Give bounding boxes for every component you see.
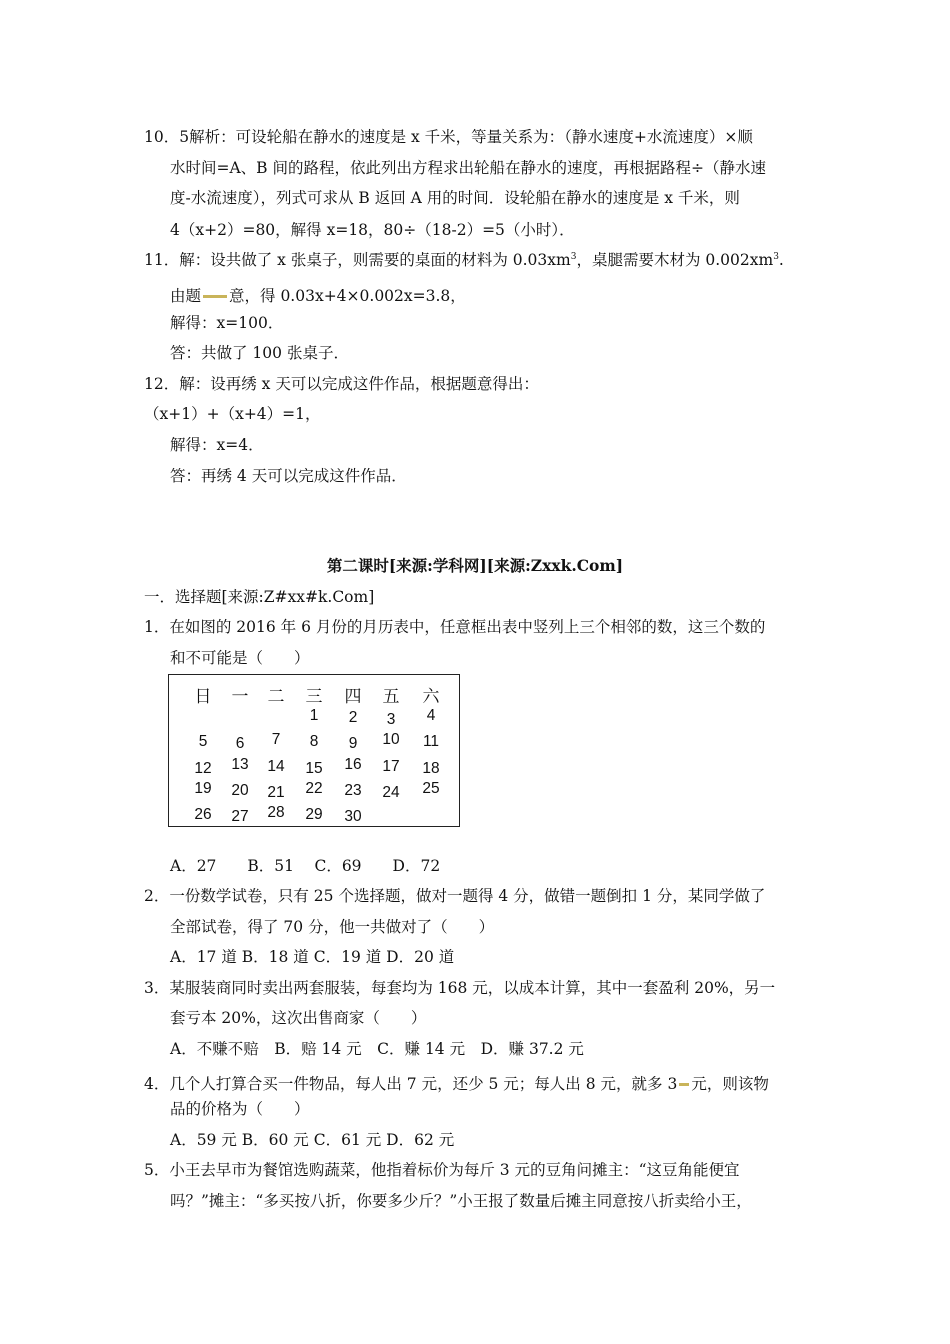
q12-line-3: 解得：x=4． [170, 436, 264, 454]
superscript-3: 3 [570, 251, 577, 262]
q11-text-a: 11．解：设共做了 x 张桌子，则需要的桌面的材料为 0.03xm [144, 251, 571, 269]
calendar-day: 26 [194, 806, 212, 823]
p4-a-post: 元，则该物 [691, 1075, 769, 1093]
calendar-day: 22 [305, 780, 323, 797]
q11-line-4: 答：共做了 100 张桌子． [170, 344, 349, 362]
q12-line-1: 12．解：设再绣 x 天可以完成这件作品，根据题意得出： [144, 375, 539, 393]
q10-line-4: 4（x+2）=80，解得 x=18，80÷（18-2）=5（小时）． [170, 221, 575, 239]
calendar-day: 18 [422, 760, 440, 777]
calendar-day: 23 [344, 782, 362, 799]
q10-line-1: 10．5解析：可设轮船在静水的速度是 x 千米，等量关系为：（静水速度+水流速度）×顺 [144, 128, 753, 146]
calendar-day: 2 [348, 709, 358, 726]
calendar-day: 13 [231, 756, 249, 773]
calendar-day: 8 [309, 733, 319, 750]
calendar-day: 28 [267, 804, 285, 821]
calendar-day: 4 [426, 707, 436, 724]
calendar-day: 27 [231, 808, 249, 825]
calendar-day: 21 [267, 784, 285, 801]
p5-line-2: 吗？”摊主：“多买按八折，你要多少斤？”小王报了数量后摊主同意按八折卖给小王， [170, 1192, 752, 1210]
calendar-day: 7 [271, 731, 281, 748]
p4-a-pre: 4．几个人打算合买一件物品，每人出 7 元，还少 5 元；每人出 8 元，就多 3 [144, 1075, 678, 1093]
p5-line-1: 5．小王去早市为餐馆选购蔬菜，他指着标价为每斤 3 元的豆角问摊主：“这豆角能便宜 [144, 1161, 740, 1179]
p4-line-2: 品的价格为（ ） [170, 1100, 310, 1118]
calendar-day: 16 [344, 756, 362, 773]
q12-line-4: 答：再绣 4 天可以完成这件作品． [170, 467, 407, 485]
calendar-day: 29 [305, 806, 323, 823]
p3-options: A．不赚不赔 B．赔 14 元 C．赚 14 元 D．赚 37.2 元 [170, 1040, 584, 1058]
highlight-mark [677, 1069, 691, 1089]
p4-line-1 [144, 1069, 769, 1094]
q11-line-3: 解得：x=100． [170, 314, 284, 332]
calendar-header: 三 [305, 687, 323, 706]
p4-options: A．59 元 B．60 元 C．61 元 D．62 元 [170, 1131, 455, 1149]
q10-line-2: 水时间=A、B 间的路程，依此列出方程求出轮船在静水的速度，再根据路程÷（静水速 [170, 159, 766, 177]
q11-text-c: . [778, 251, 784, 269]
calendar-day: 5 [198, 733, 208, 750]
q11-line-1 [144, 250, 784, 270]
q11-b-pre: 由题 [170, 287, 202, 305]
calendar-day: 17 [382, 758, 400, 775]
calendar-header: 日 [194, 687, 212, 706]
calendar-header: 一 [231, 687, 249, 706]
calendar-day: 25 [422, 780, 440, 797]
section-title: 第二课时[来源:学科网][来源:Zxxk.Com] [326, 556, 624, 575]
calendar-header: 五 [382, 687, 400, 706]
calendar-header: 四 [344, 687, 362, 706]
calendar-day: 9 [348, 735, 358, 752]
calendar-day: 10 [382, 731, 400, 748]
q12-line-2: （x+1）+（x+4）=1， [144, 405, 321, 423]
p2-line-1: 2．一份数学试卷，只有 25 个选择题，做对一题得 4 分，做错一题倒扣 1 分，某同学做了 [144, 887, 766, 905]
calendar-day: 12 [194, 760, 212, 777]
calendar-header: 六 [422, 687, 440, 706]
calendar-header: 二 [267, 687, 285, 706]
calendar-day: 3 [386, 711, 396, 728]
calendar-day: 30 [344, 808, 362, 825]
p1-line-1: 1．在如图的 2016 年 6 月份的月历表中，任意框出表中竖列上三个相邻的数，这三个数的 [144, 618, 766, 636]
calendar-day: 20 [231, 782, 249, 799]
calendar-day: 19 [194, 780, 212, 797]
p3-line-1: 3．某服装商同时卖出两套服装，每套均为 168 元，以成本计算，其中一套盈利 20%，另一 [144, 979, 776, 997]
p1-line-2: 和不可能是（ ） [170, 649, 310, 667]
part-heading: 一．选择题[来源:Z#xx#k.Com] [144, 588, 375, 606]
q10-line-3: 度-水流速度），列式可求从 B 返回 A 用的时间．设轮船在静水的速度是 x 千米，则 [170, 189, 740, 207]
calendar-day: 15 [305, 760, 323, 777]
p3-line-2: 套亏本 20%，这次出售商家（ ） [170, 1009, 427, 1027]
superscript-3: 3 [773, 251, 779, 262]
p2-line-2: 全部试卷，得了 70 分，他一共做对了（ ） [170, 918, 495, 936]
calendar-day: 1 [309, 707, 319, 724]
p1-options: A．27 B．51 C．69 D．72 [170, 857, 441, 875]
calendar-day: 6 [235, 735, 245, 752]
calendar-day: 14 [267, 758, 285, 775]
calendar-figure [168, 674, 460, 827]
calendar-day: 11 [422, 733, 440, 750]
p2-options: A．17 道 B．18 道 C．19 道 D．20 道 [170, 948, 455, 966]
highlight-mark [201, 281, 229, 301]
calendar-day: 24 [382, 784, 400, 801]
q11-line-2 [170, 281, 466, 306]
q11-text-b: ，桌腿需要木材为 0.002xm [576, 251, 774, 269]
q11-b-post: 意，得 0.03x+4×0.002x=3.8， [229, 287, 466, 305]
